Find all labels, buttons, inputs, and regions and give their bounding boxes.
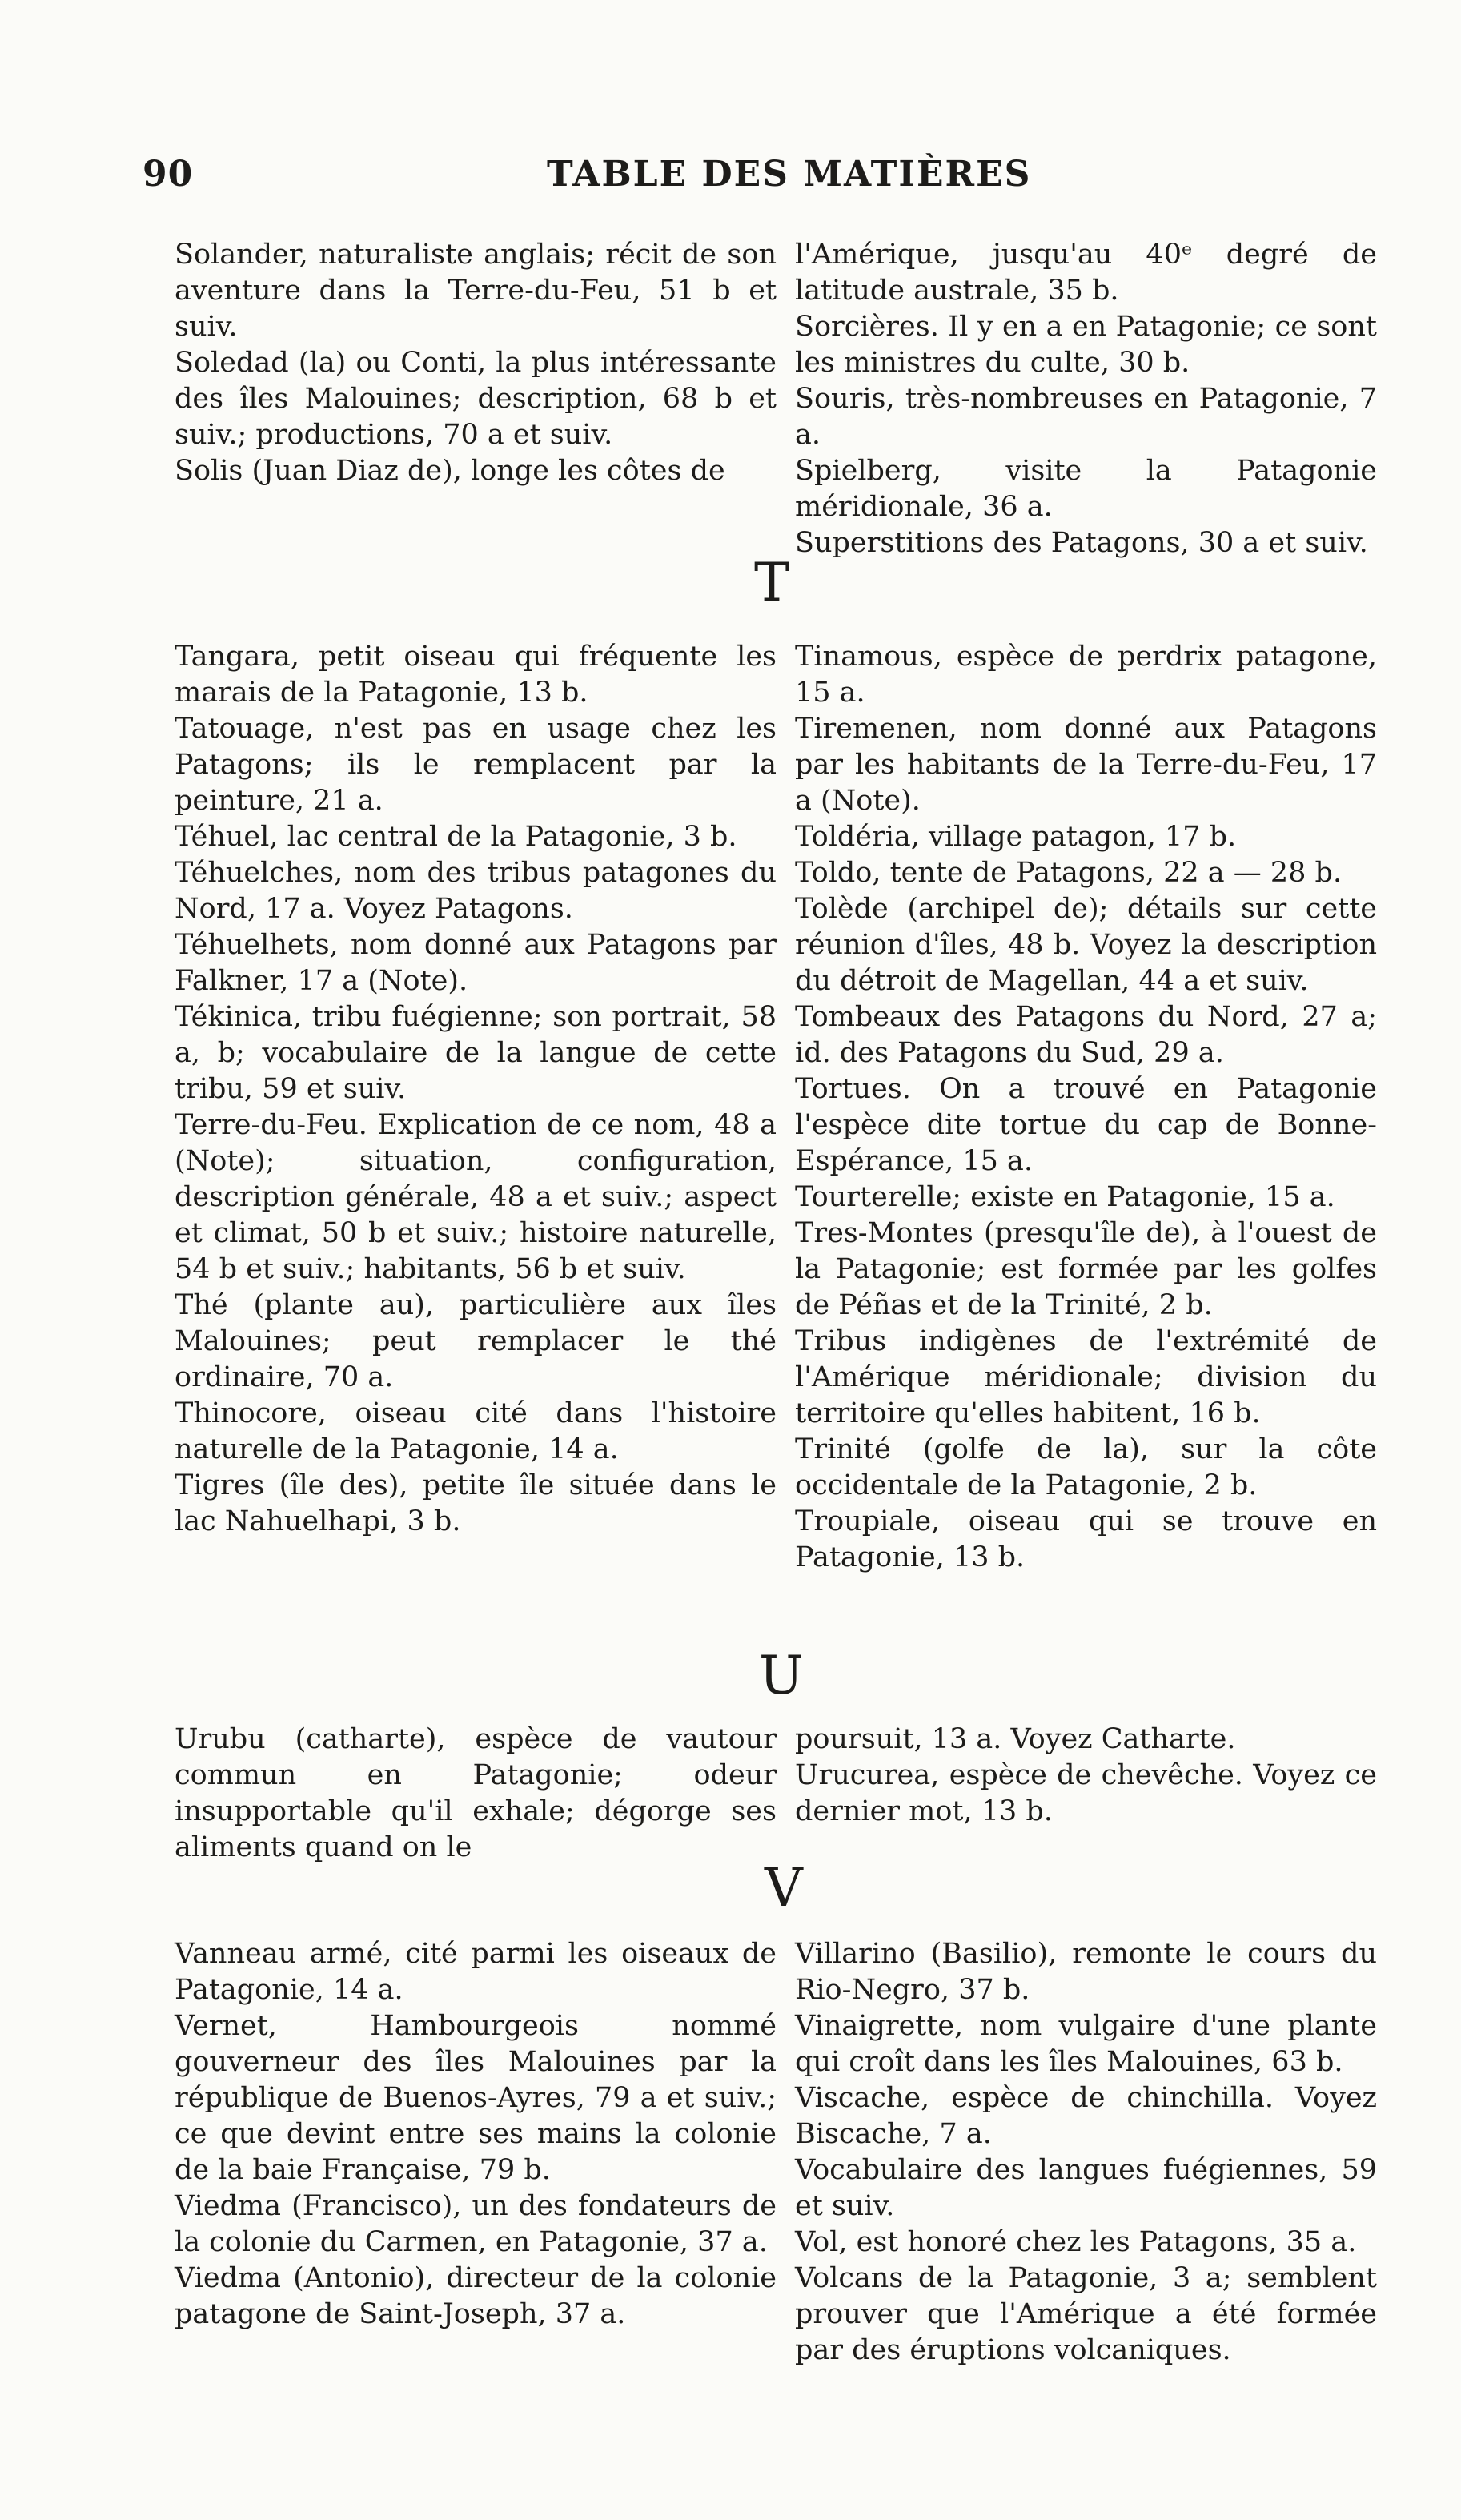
index-entry: Soledad (la) ou Conti, la plus intéressante des îles Malouines; description, 68 b et suiv.; productions, 70 a et suiv. bbox=[175, 347, 777, 451]
running-title: TABLE DES MATIÈRES bbox=[547, 154, 1032, 195]
index-entry: Téhuelches, nom des tribus patagones du Nord, 17 a. Voyez Patagons. bbox=[175, 857, 777, 925]
section-s bbox=[175, 237, 1377, 573]
index-entry: Tangara, petit oiseau qui fréquente les marais de la Patagonie, 13 b. bbox=[175, 641, 777, 709]
section-s-right-column bbox=[795, 237, 1377, 561]
section-v-left-column bbox=[175, 1936, 777, 2333]
index-entry: Toldéria, village patagon, 17 b. bbox=[795, 821, 1237, 853]
section-v bbox=[175, 1936, 1377, 2433]
index-entry: Tolède (archipel de); détails sur cette réunion d'îles, 48 b. Voyez la description du détroit de Magellan, 44 a et suiv. bbox=[795, 893, 1377, 997]
section-v-right-column bbox=[795, 1936, 1377, 2369]
section-letter-v: V bbox=[765, 1857, 803, 1919]
index-entry: Tres-Montes (presqu'île de), à l'ouest de la Patagonie; est formée par les golfes de Péñas et de la Trinité, 2 b. bbox=[795, 1217, 1377, 1321]
index-entry: l'Amérique, jusqu'au 40ᵉ degré de latitude australe, 35 b. bbox=[795, 239, 1377, 307]
index-entry: Troupiale, oiseau qui se trouve en Patagonie, 13 b. bbox=[795, 1505, 1377, 1573]
index-entry: Viedma (Antonio), directeur de la colonie patagone de Saint-Joseph, 37 a. bbox=[175, 2262, 777, 2330]
section-t bbox=[175, 639, 1377, 1624]
section-u bbox=[175, 1722, 1377, 1863]
section-u-left-column bbox=[175, 1722, 777, 1866]
index-entry: Tribus indigènes de l'extrémité de l'Amérique méridionale; division du territoire qu'elles habitent, 16 b. bbox=[795, 1325, 1377, 1429]
section-t-left-column bbox=[175, 639, 777, 1540]
index-entry: Tortues. On a trouvé en Patagonie l'espèce dite tortue du cap de Bonne-Espérance, 15 a. bbox=[795, 1073, 1377, 1177]
index-entry: Sorcières. Il y en a en Patagonie; ce sont les ministres du culte, 30 b. bbox=[795, 311, 1377, 379]
section-t-right-column bbox=[795, 639, 1377, 1576]
index-entry: Volcans de la Patagonie, 3 a; semblent prouver que l'Amérique a été formée par des éruptions volcaniques. bbox=[795, 2262, 1377, 2366]
index-entry: Tékinica, tribu fuégienne; son portrait, 58 a, b; vocabulaire de la langue de cette tribu, 59 et suiv. bbox=[175, 1001, 777, 1105]
index-entry: Vol, est honoré chez les Patagons, 35 a. bbox=[795, 2226, 1357, 2258]
index-entry: Villarino (Basilio), remonte le cours du Rio-Negro, 37 b. bbox=[795, 1938, 1377, 2006]
index-entry: Urubu (catharte), espèce de vautour commun en Patagonie; odeur insupportable qu'il exhale; dégorge ses aliments quand on le bbox=[175, 1723, 777, 1863]
index-entry: Souris, très-nombreuses en Patagonie, 7 a. bbox=[795, 383, 1377, 451]
index-entry: Tiremenen, nom donné aux Patagons par les habitants de la Terre-du-Feu, 17 a (Note). bbox=[795, 713, 1377, 817]
index-entry: Solis (Juan Diaz de), longe les côtes de bbox=[175, 455, 725, 487]
index-entry: Trinité (golfe de la), sur la côte occidentale de la Patagonie, 2 b. bbox=[795, 1433, 1377, 1501]
page-header bbox=[142, 154, 1287, 205]
page-number: 90 bbox=[142, 154, 194, 195]
index-entry: Vernet, Hambourgeois nommé gouverneur des îles Malouines par la république de Buenos-Ayres, 79 a et suiv.; ce que devint entre ses mains la colonie de la baie Française, 79 b. bbox=[175, 2010, 777, 2186]
index-entry: Tigres (île des), petite île située dans le lac Nahuelhapi, 3 b. bbox=[175, 1469, 777, 1537]
index-entry: Tourterelle; existe en Patagonie, 15 a. bbox=[795, 1181, 1335, 1213]
index-entry: Tinamous, espèce de perdrix patagone, 15 a. bbox=[795, 641, 1377, 709]
index-entry: Vinaigrette, nom vulgaire d'une plante qui croît dans les îles Malouines, 63 b. bbox=[795, 2010, 1377, 2078]
index-entry: Thinocore, oiseau cité dans l'histoire naturelle de la Patagonie, 14 a. bbox=[175, 1397, 777, 1465]
index-entry: Toldo, tente de Patagons, 22 a — 28 b. bbox=[795, 857, 1343, 889]
index-entry: Thé (plante au), particulière aux îles Malouines; peut remplacer le thé ordinaire, 70 a. bbox=[175, 1289, 777, 1393]
index-entry: Tombeaux des Patagons du Nord, 27 a; id. des Patagons du Sud, 29 a. bbox=[795, 1001, 1377, 1069]
index-entry: Viscache, espèce de chinchilla. Voyez Biscache, 7 a. bbox=[795, 2082, 1377, 2150]
index-entry: poursuit, 13 a. Voyez Catharte. bbox=[795, 1723, 1236, 1755]
index-entry: Spielberg, visite la Patagonie méridionale, 36 a. bbox=[795, 455, 1377, 523]
index-entry: Superstitions des Patagons, 30 a et suiv. bbox=[795, 527, 1368, 559]
index-entry: Urucurea, espèce de chevêche. Voyez ce dernier mot, 13 b. bbox=[795, 1759, 1377, 1827]
index-entry: Viedma (Francisco), un des fondateurs de la colonie du Carmen, en Patagonie, 37 a. bbox=[175, 2190, 777, 2258]
section-s-left-column bbox=[175, 237, 777, 489]
section-letter-t: T bbox=[754, 552, 790, 613]
index-entry: Vanneau armé, cité parmi les oiseaux de Patagonie, 14 a. bbox=[175, 1938, 777, 2006]
index-entry: Solander, naturaliste anglais; récit de son aventure dans la Terre-du-Feu, 51 b et suiv. bbox=[175, 239, 777, 343]
index-entry: Tatouage, n'est pas en usage chez les Patagons; ils le remplacent par la peinture, 21 a. bbox=[175, 713, 777, 817]
index-entry: Terre-du-Feu. Explication de ce nom, 48 a (Note); situation, configuration, description générale, 48 a et suiv.; aspect et climat, 50 b et suiv.; histoire naturelle, 54 b et suiv.; habitants, 56 b et suiv. bbox=[175, 1109, 777, 1285]
section-letter-u: U bbox=[759, 1645, 804, 1706]
index-entry: Téhuelhets, nom donné aux Patagons par Falkner, 17 a (Note). bbox=[175, 929, 777, 997]
section-u-right-column bbox=[795, 1722, 1377, 1830]
index-entry: Téhuel, lac central de la Patagonie, 3 b. bbox=[175, 821, 737, 853]
index-entry: Vocabulaire des langues fuégiennes, 59 et suiv. bbox=[795, 2154, 1377, 2222]
